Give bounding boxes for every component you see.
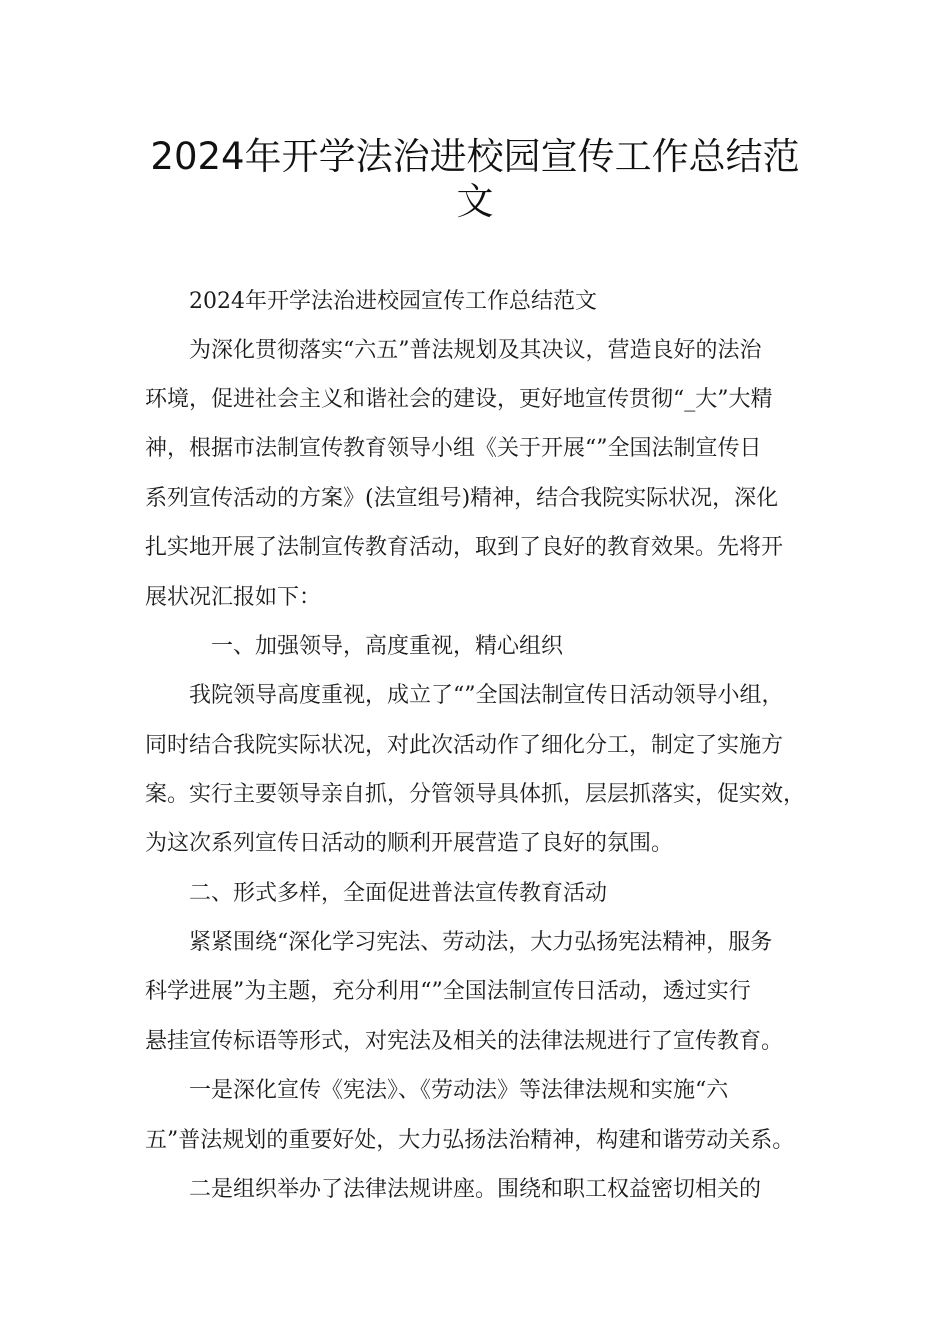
section-heading-2: 二、形式多样，全面促进普法宣传教育活动 — [189, 881, 608, 906]
body-line: 紧紧围绕“深化学习宪法、劳动法，大力弘扬宪法精神，服务 — [189, 930, 773, 955]
body-line: 展状况汇报如下： — [145, 585, 322, 610]
body-subtitle-line: 2024年开学法治进校园宣传工作总结范文 — [189, 289, 597, 314]
body-line: 科学进展”为主题，充分利用“”全国法制宣传日活动，透过实行 — [145, 979, 751, 1004]
body-line: 案。实行主要领导亲自抓，分管领导具体抓，层层抓落实，促实效， — [145, 782, 806, 807]
body-line: 扎实地开展了法制宣传教育活动，取到了良好的教育效果。先将开 — [145, 535, 784, 560]
document-title-line-2: 文 — [456, 180, 494, 223]
body-line: 五”普法规划的重要好处，大力弘扬法治精神，构建和谐劳动关系。 — [145, 1128, 795, 1153]
body-line: 一是深化宣传《宪法》、《劳动法》等法律法规和实施“六 — [189, 1078, 729, 1103]
body-line: 为这次系列宣传日活动的顺利开展营造了良好的氛围。 — [145, 831, 674, 856]
document-title-line-1: 2024年开学法治进校园宣传工作总结范 — [150, 135, 800, 178]
body-line: 为深化贯彻落实“六五”普法规划及其决议，营造良好的法治 — [189, 338, 762, 363]
body-line: 环境，促进社会主义和谐社会的建设，更好地宣传贯彻“_大”大精 — [145, 387, 773, 412]
section-heading-1: 一、加强领导，高度重视，精心组织 — [211, 634, 564, 659]
body-line: 我院领导高度重视，成立了“”全国法制宣传日活动领导小组， — [189, 683, 784, 708]
body-line: 二是组织举办了法律法规讲座。围绕和职工权益密切相关的 — [189, 1177, 762, 1202]
body-line: 悬挂宣传标语等形式，对宪法及相关的法律法规进行了宣传教育。 — [145, 1029, 784, 1054]
body-line: 神，根据市法制宣传教育领导小组《关于开展“”全国法制宣传日 — [145, 436, 762, 461]
body-line: 系列宣传活动的方案》(法宣组号)精神，结合我院实际状况，深化 — [145, 486, 779, 511]
body-line: 同时结合我院实际状况，对此次活动作了细化分工，制定了实施方 — [145, 733, 784, 758]
